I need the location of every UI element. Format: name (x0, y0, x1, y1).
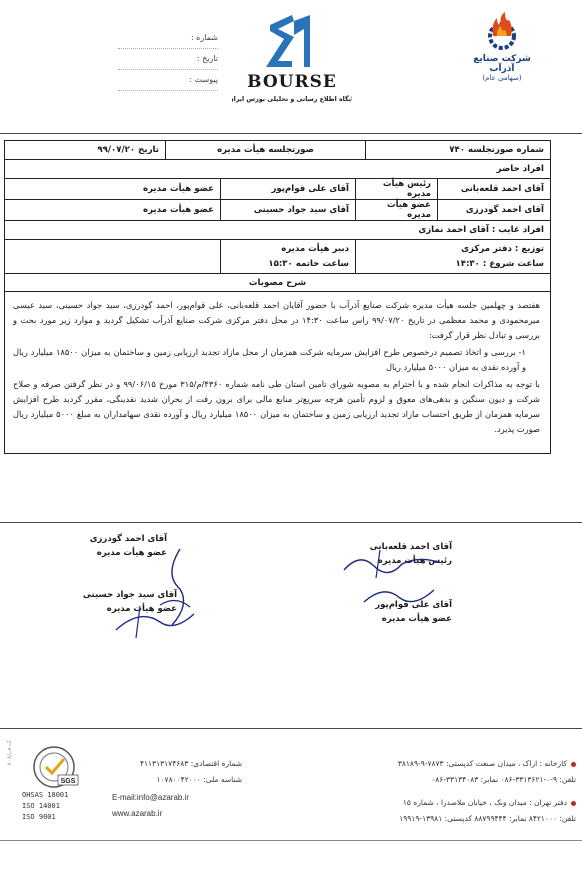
distribution: توزیع : دفتر مرکزی (461, 244, 544, 255)
title-row (5, 141, 550, 160)
attendees-label: افراد حاضر (496, 164, 544, 174)
cert-item: ISO 14001 (22, 802, 60, 810)
attendee-role: عضو هیأت مدیره (355, 200, 437, 220)
factory-line: کارخانه : اراک ، میدان صنعت کدپستی: ۷۸۷۳-۹-۳۸۱۸۹ (397, 759, 567, 768)
start-time: ساعت شروع : ۱۴:۳۰ (455, 258, 544, 269)
signature-scribble (360, 580, 440, 610)
signer-role: رئیس هیأت مدیره (377, 556, 452, 566)
header-divider (0, 133, 582, 134)
website-link[interactable]: www.azarab.ir (112, 809, 163, 818)
resolution-intro: هفتصد و چهلمین جلسه هیأت مدیره شرکت صنایع آذرآب با حضور آقایان احمد قلعه‌بانی، علی قوام‌پور، احمد گودرزی، سید جواد حسینی، سید عیسی میرمحمودی و محمد معظمی در تاریخ ۹۹/۰۷/۲۰ راس ساعت ۱۴:۳۰ در محل دفتر مرکزی شرکت صنایع آذرآب تشکیل گردید و موارد زیر مورد بحث و بررسی و تبادل نظر قرار گرفت: (13, 300, 540, 340)
attendee-role: عضو هیأت مدیره (143, 184, 214, 194)
bourse-caption: پایگاه اطلاع رسانی و تحلیلی بورس ایران (232, 96, 352, 103)
secretary-cell (220, 240, 355, 273)
form-code: ک-ف/۸۰۸ (6, 740, 13, 766)
resolutions-body-row (5, 292, 550, 453)
attendee-name: آقای علی قوام‌پور (220, 179, 355, 199)
resolutions-body (5, 292, 550, 453)
flame-gear-icon (479, 10, 525, 50)
attendee-role: عضو هیأت مدیره (143, 205, 214, 215)
footer-divider (0, 728, 582, 729)
certification-list (22, 790, 68, 823)
absent-members: افراد غایب : آقای احمد نمازی (418, 225, 544, 235)
secretary: دبیر هیأت مدیره (281, 244, 349, 255)
cert-item: ISO 9001 (22, 813, 56, 821)
attendee-name: آقای سید جواد حسینی (220, 200, 355, 220)
signature-scribble (110, 600, 200, 640)
attachment-label: پیوست : (118, 70, 218, 91)
bullet-icon (571, 801, 576, 806)
resolution-item: ۱- بررسی و اتخاذ تصمیم درخصوص طرح افزایش سرمایه شرکت همزمان از محل مازاد تجدید ارزیابی زمین و ساختمان به میزان ۱۸۵۰۰ میلیارد ریال و آورده نقدی به میزان ۵۰۰۰ میلیارد ریال (13, 347, 526, 372)
signer-name: آقای سید جواد حسینی (82, 590, 177, 600)
bourse-mark-icon (232, 15, 352, 107)
minutes-date: تاریخ ۹۹/۰۷/۲۰ (97, 145, 159, 155)
email-link[interactable]: E-mail:info@azarab.ir (112, 793, 190, 802)
bourse-word: BOURSE (247, 72, 337, 92)
cert-item: OHSAS 18001 (22, 791, 69, 799)
session-number: شماره صورتجلسه ۷۴۰ (365, 141, 550, 159)
bourse-logo (232, 15, 352, 111)
number-label: شماره : (118, 28, 218, 49)
attendee-name: آقای احمد قلعه‌بانی (437, 179, 550, 199)
resolution-decision: با توجه به مذاکرات انجام شده و با احترام به مصوبه شورای تامین استان طی نامه شماره ۴۳۶۰/م/۳۱۵ مورخ ۹۹/۰۶/۱۵ و در نظر گرفتن صرفه و صلاح شرکت و دیون سنگین و بدهی‌های معوق و لزوم تأمین هرچه سریع‌تر منابع مالی برای برون رفت از بحران شدید نقدینگی، مقرر گردید طرح افزایش سرمایه همزمان از طریق احتساب مازاد تجدید ارزیابی زمین و ساختمان به میزان ۱۸۵۰۰ میلیارد ریال و آورده نقدی سهامداران به مبلغ ۵۰۰۰ میلیارد ریال صورت پذیرد. (13, 379, 540, 434)
office-line: دفتر تهران : میدان ونک ، خیابان ملاصدرا ، شماره ۱۵ (402, 798, 567, 807)
company-type: (سهامی عام) (482, 74, 522, 82)
attendee-row (5, 179, 550, 200)
minutes-title: صورتجلسه هیأت مدیره (165, 141, 365, 159)
signer-role: عضو هیأت مدیره (381, 614, 452, 624)
empty-cell (5, 240, 220, 273)
signer-name: آقای احمد قلعه‌بانی (369, 542, 452, 552)
factory-address (326, 756, 576, 788)
minutes-table (4, 140, 551, 454)
office-address (326, 795, 576, 827)
office-phone: تلفن: ۸۴۲۱۰۰۰ نمابر: ۸۸۷۹۹۴۴۴ کدپستی: ۱۳۹۸۱-۱۹۹۱۹ (399, 814, 576, 823)
distribution-cell (355, 240, 550, 273)
economic-code: شماره اقتصادی: ۴۱۱۳۱۳۱۷۴۶۸۳ (139, 759, 242, 768)
end-time: ساعت خاتمه ۱۵:۳۰ (268, 258, 349, 269)
signature-scribble (340, 542, 450, 582)
sgs-seal-icon (24, 745, 84, 791)
letter-meta (118, 28, 218, 91)
resolutions-label: شرح مصوبات (248, 277, 307, 288)
distribution-row (5, 240, 550, 274)
absent-row (5, 221, 550, 240)
signatures-top-divider (0, 522, 582, 523)
date-label: تاریخ : (118, 49, 218, 70)
signer-role: عضو هیأت مدیره (106, 604, 177, 614)
bottom-edge (0, 840, 582, 841)
bullet-icon (571, 762, 576, 767)
national-id: شناسه ملی: ۱۰۷۸۰۰۴۲۰۰۰ (156, 775, 242, 784)
company-codes (112, 756, 242, 788)
factory-phone: تلفن: ۹-۰-۳۳۱۳۶۲۱-۰۸۶ نمابر: ۳۳۱۳۴۰۸۳-۰۸۶ (431, 775, 576, 784)
resolutions-header-row (5, 274, 550, 292)
company-name: شرکت صنایع آذرآب (473, 54, 531, 74)
contact (112, 790, 189, 822)
signer-name: آقای علی قوام‌پور (375, 600, 452, 610)
attendee-role: رئیس هیأت مدیره (355, 179, 437, 199)
signer-name: آقای احمد گودرزی (89, 534, 167, 544)
attendee-name: آقای احمد گودرزی (437, 200, 550, 220)
attendee-row (5, 200, 550, 221)
signer-role: عضو هیأت مدیره (96, 548, 167, 558)
certification-badge (24, 745, 84, 795)
attendees-header-row (5, 160, 550, 179)
sgs-label: SGS (60, 778, 76, 785)
company-logo (462, 10, 542, 82)
